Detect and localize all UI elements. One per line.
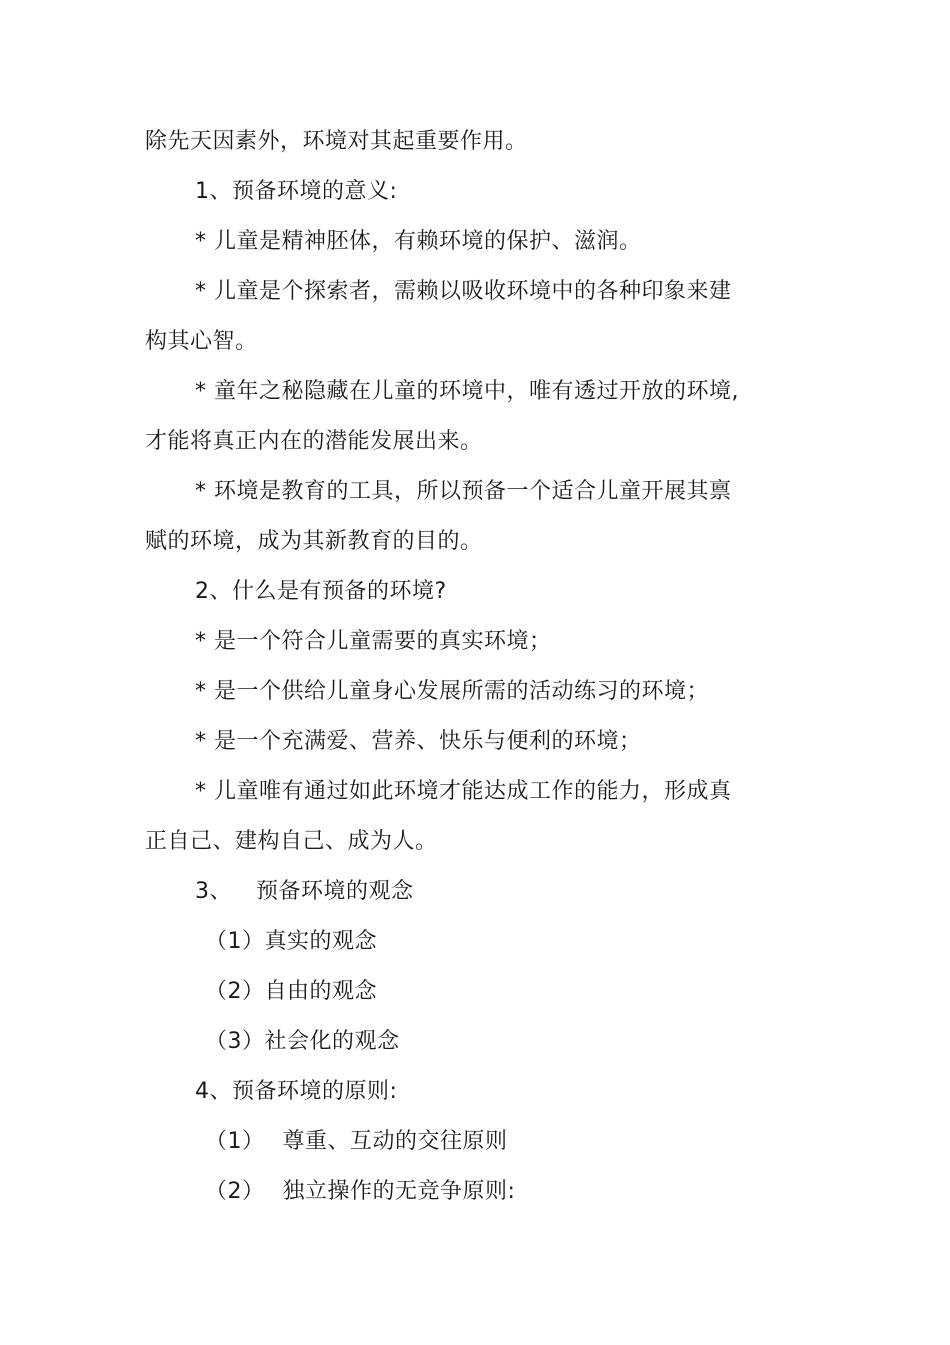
bullet-line: * 儿童唯有通过如此环境才能达成工作的能力，形成真 <box>195 779 732 804</box>
concept-item: （3）社会化的观念 <box>205 1029 400 1054</box>
principle-number: （2） <box>205 1179 265 1204</box>
principle-text: 独立操作的无竞争原则: <box>282 1179 516 1204</box>
principle-item <box>205 1127 508 1157</box>
principle-text: 尊重、互动的交往原则 <box>282 1129 508 1154</box>
text-line: 正自己、建构自己、成为人。 <box>145 829 438 854</box>
section-2-heading: 2、什么是有预备的环境? <box>195 579 447 604</box>
principle-item <box>205 1177 515 1207</box>
bullet-line: * 是一个符合儿童需要的真实环境； <box>195 629 552 654</box>
bullet-line: * 是一个充满爱、营养、快乐与便利的环境； <box>195 729 642 754</box>
text-line: 才能将真正内在的潜能发展出来。 <box>145 429 483 454</box>
bullet-line: * 童年之秘隐藏在儿童的环境中，唯有透过开放的环境, <box>195 379 739 404</box>
concept-item: （1）真实的观念 <box>205 929 377 954</box>
bullet-line: * 是一个供给儿童身心发展所需的活动练习的环境； <box>195 679 709 704</box>
text-line: 赋的环境，成为其新教育的目的。 <box>145 529 483 554</box>
section-4-heading: 4、预备环境的原则: <box>195 1079 398 1104</box>
text-line: 构其心智。 <box>145 329 258 354</box>
bullet-line: * 儿童是个探索者，需赖以吸收环境中的各种印象来建 <box>195 279 732 304</box>
section-1-heading: 1、预备环境的意义: <box>195 179 398 204</box>
bullet-line: * 儿童是精神胚体，有赖环境的保护、滋润。 <box>195 229 642 254</box>
concept-item: （2）自由的观念 <box>205 979 377 1004</box>
section-3-number: 3、 <box>195 879 232 904</box>
section-3-heading <box>195 877 414 907</box>
text-line: 除先天因素外，环境对其起重要作用。 <box>145 129 528 154</box>
principle-number: （1） <box>205 1129 265 1154</box>
section-3-title: 预备环境的观念 <box>256 879 414 904</box>
bullet-line: * 环境是教育的工具，所以预备一个适合儿童开展其禀 <box>195 479 732 504</box>
